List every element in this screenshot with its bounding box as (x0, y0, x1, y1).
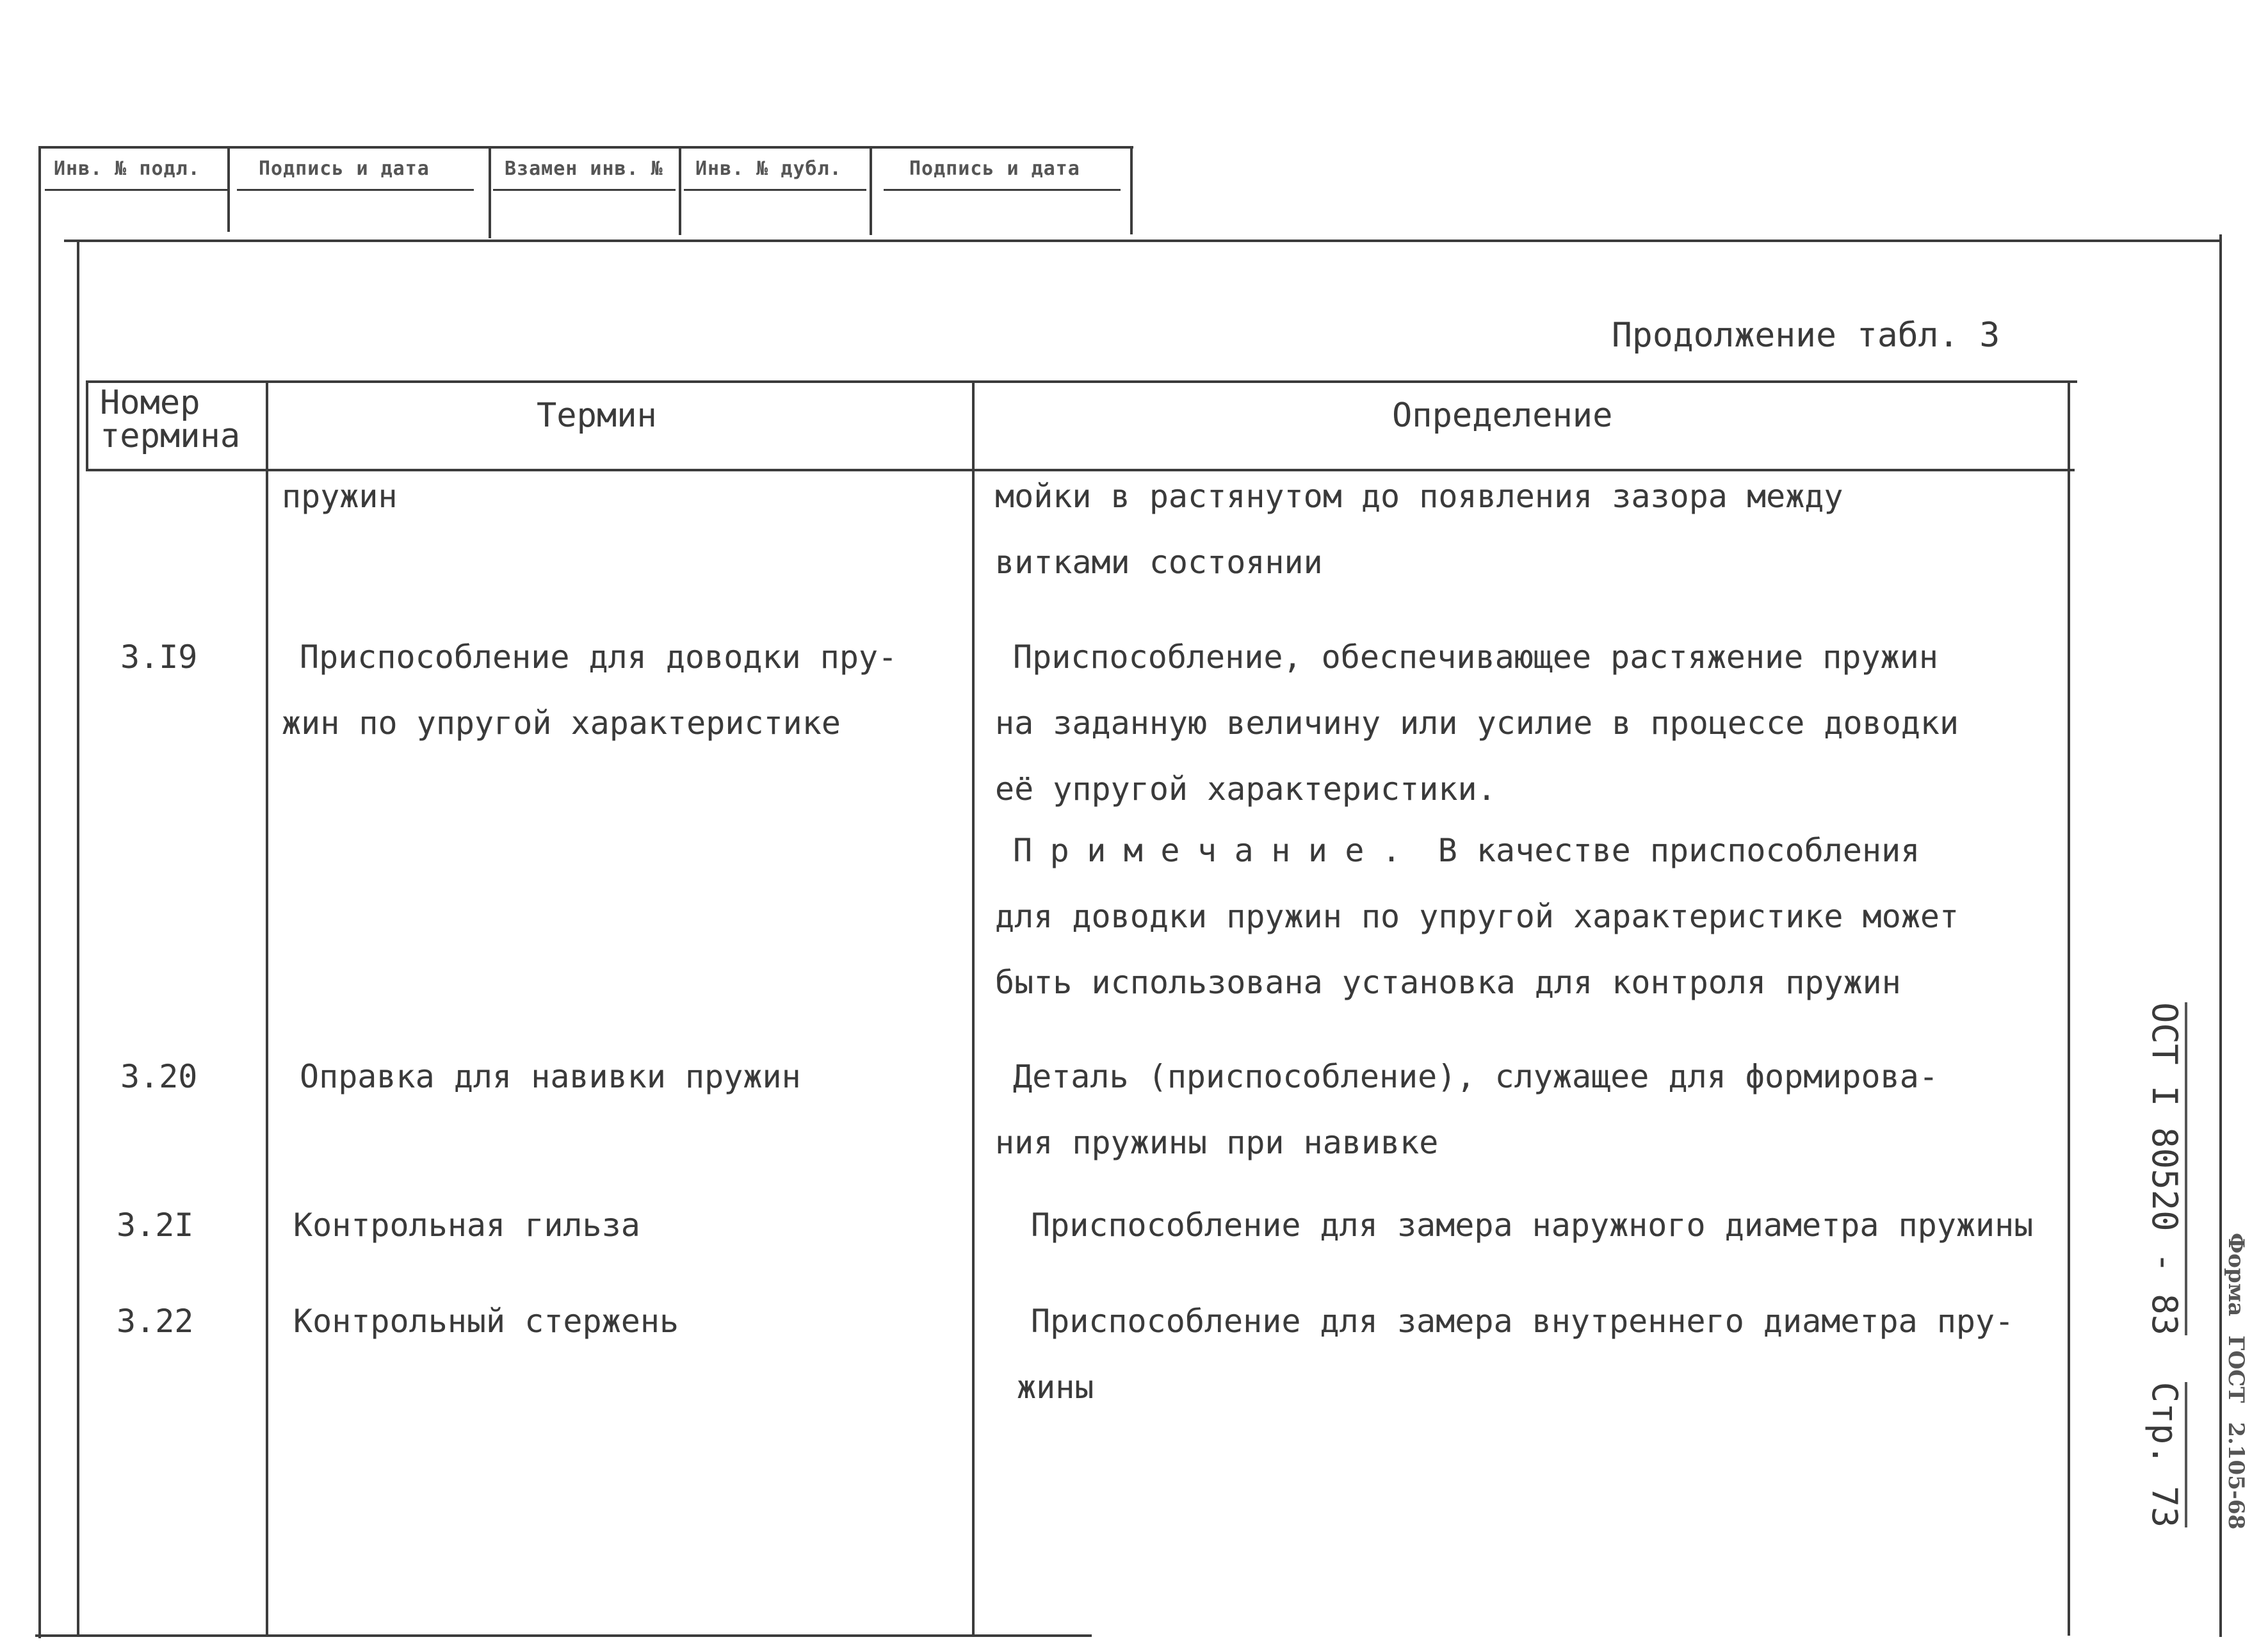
header-number (100, 386, 257, 453)
definition-line: жины (1017, 1369, 1094, 1406)
term-line: жин по упругой характеристике (282, 704, 841, 742)
header-number-line-1: Номер (100, 384, 200, 422)
document-code-text: ОСТ I 80520 - 83 (2144, 1002, 2187, 1335)
row-term (300, 1044, 801, 1110)
row-number: 3.2I (117, 1207, 194, 1244)
note-text: В качестве приспособления (1418, 832, 1920, 869)
row-note (995, 818, 1959, 1016)
row-term (293, 1289, 679, 1355)
header-term: Термин (537, 396, 657, 435)
stamp-inv-original: Инв. № подл. (54, 158, 200, 180)
row-term (282, 624, 897, 756)
row-definition (995, 1044, 1938, 1176)
definition-line: ния пружины при навивке (995, 1124, 1439, 1161)
definition-line: её упругой характеристики. (995, 770, 1496, 808)
term-line: Приспособление для доводки пру- (300, 639, 898, 676)
stamp-signature-date-2: Подпись и дата (909, 158, 1080, 180)
definition-line: витками состоянии (995, 544, 1323, 581)
document-code (2145, 1002, 2183, 1527)
row-definition (1031, 1192, 2033, 1258)
page-number: Стр. 73 (2144, 1382, 2187, 1528)
stamp-replaced-inv: Взамен инв. № (505, 158, 663, 180)
note-line: для доводки пружин по упругой характеристике может (995, 898, 1959, 935)
definition-line: Приспособление для замера наружного диаметра пружины (1031, 1207, 2034, 1244)
row-term (293, 1192, 640, 1258)
definition-line: на заданную величину или усилие в процессе доводки (995, 704, 1959, 742)
header-number-line-2: термина (100, 417, 241, 455)
row-number: 3.20 (120, 1058, 198, 1095)
row-definition (995, 624, 1959, 822)
term-line: Контрольный стержень (293, 1303, 679, 1340)
definition-line: Приспособление для замера внутреннего диаметра пру- (1031, 1303, 2014, 1340)
term-line: Контрольная гильза (293, 1207, 640, 1244)
row-term (282, 464, 398, 530)
row-definition (995, 464, 1843, 596)
header-definition: Определение (1392, 396, 1613, 435)
definition-line: мойки в растянутом до появления зазора между (995, 478, 1843, 515)
note-label: Примечание. (1013, 832, 1419, 869)
definition-line: Деталь (приспособление), служащее для формирова- (1013, 1058, 1938, 1095)
note-line: быть использована установка для контроля пружин (995, 964, 1901, 1001)
definition-line: Приспособление, обеспечивающее растяжение пружин (1013, 639, 1938, 676)
row-definition (1017, 1289, 2014, 1420)
row-number: 3.22 (117, 1303, 194, 1340)
stamp-signature-date-1: Подпись и дата (259, 158, 430, 180)
stamp-inv-duplicate: Инв. № дубл. (695, 158, 842, 180)
continuation-label: Продолжение табл. 3 (1612, 316, 2000, 355)
note-line (995, 818, 1959, 884)
form-label: Форма ГОСТ 2.105-68 (2223, 1233, 2249, 1530)
term-line: Оправка для навивки пружин (300, 1058, 801, 1095)
term-line: пружин (282, 478, 398, 515)
row-number: 3.I9 (120, 639, 198, 676)
